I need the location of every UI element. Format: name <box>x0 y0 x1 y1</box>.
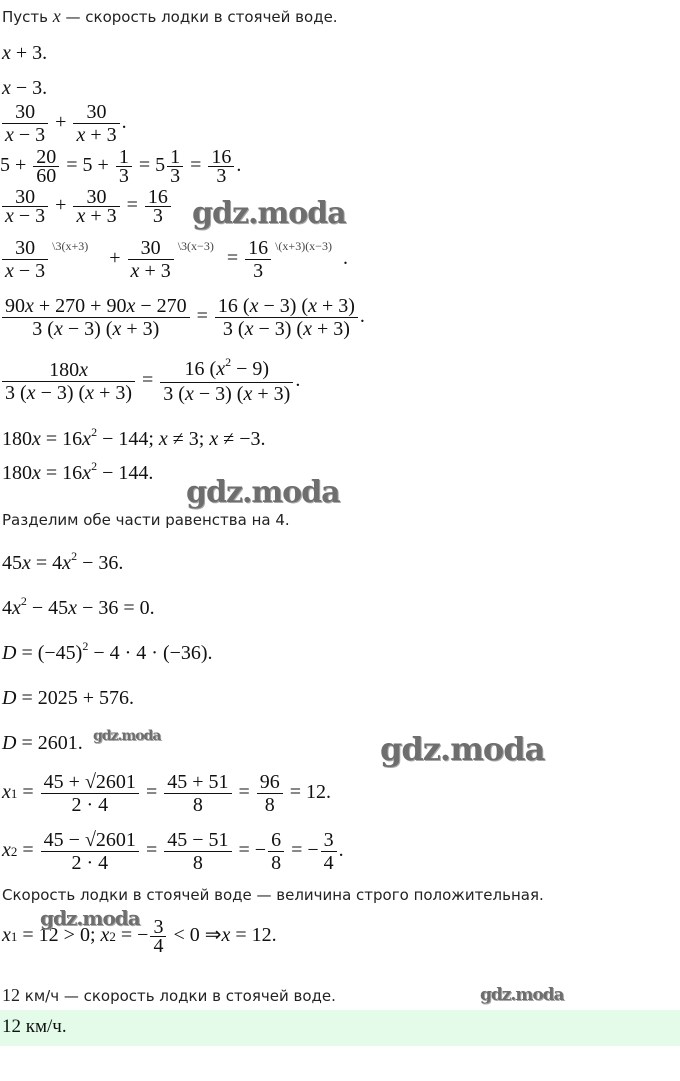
total-time-expression: 5 + $\frac{20}{60}$ = 5 + $\frac{1}{3}$ = 5 $\frac{1}{3}$ = $\frac{16}{3}$ . <box>0 146 242 187</box>
equation-1: $\frac{30}{x - 3}$ + $\frac{30}{x + 3}$ = $\frac{16}{3}$ <box>0 188 173 225</box>
watermark-logo: gdz.moda <box>93 728 161 744</box>
equation-4: $\frac{180x}{3 (x - 3) (x + 3)}$ = $\frac{16 (x^2 - 9)}{3 (x - 3) (x + 3)}$ . <box>0 358 300 405</box>
watermark-logo: gdz.moda <box>192 196 346 231</box>
equation-5: $180x = 16x^2 - 144$; x ≠ 3; x ≠ −3. <box>2 425 266 450</box>
watermark-logo: gdz.moda <box>186 475 340 510</box>
equation-7: $45x = 4x^2 - 36$. <box>2 549 124 574</box>
root-x1: x1 = $\frac{45 + √2601}{2 \cdot 4}$ = $\frac{45 + 51}{8}$ = $\frac{96}{8}$ = 12. <box>2 771 332 816</box>
discriminant-value: D = 2601. <box>2 732 83 754</box>
divide-text: Разделим обе части равенства на 4. <box>2 511 290 529</box>
equation-6: $180x = 16x^2 - 144$. <box>2 459 154 484</box>
discriminant-formula: $D = (-45)^2 - 4 \cdot 4 \cdot (-36)$. <box>2 639 213 664</box>
time-sum-expression: $\frac{30}{x - 3}$ + $\frac{30}{x + 3}$ . <box>0 101 127 146</box>
expr-downstream: x − 3. <box>2 77 48 99</box>
watermark-logo: gdz.moda <box>480 985 564 1005</box>
intro-text: Пусть x — скорость лодки в стоячей воде. <box>2 6 338 26</box>
conclusion-text: Скорость лодки в стоячей воде — величина строго положительная. <box>2 886 544 904</box>
expr-upstream: x + 3. <box>2 42 48 64</box>
answer-text: 12 км/ч. <box>2 1016 67 1037</box>
equation-8: $4x^2 - 45x - 36 = 0$. <box>2 594 155 619</box>
answer-box <box>0 1010 680 1046</box>
root-selection: x1 = 12 > 0; x2 = − $\frac{3}{4}$ < 0 ⇒x = 12. <box>2 916 277 957</box>
final-statement: 12 км/ч — скорость лодки в стоячей воде. <box>2 985 336 1005</box>
watermark-logo: gdz.moda <box>40 906 140 930</box>
equation-2: $\frac{30}{x - 3}$ $^{\backslash 3(x+3)}$ + $\frac{30}{x + 3}$ $^{\backslash 3(x-3)}$ = $\frac{16}{3}$ $^{\backslash(x+3)(x-3)}$ . <box>0 237 348 282</box>
equation-3: $\frac{90x + 270 + 90x - 270}{3 (x - 3) (x + 3)}$ = $\frac{16 (x - 3) (x + 3)}{3 (x - 3) (x + 3)}$ . <box>0 295 365 340</box>
watermark-logo: gdz.moda <box>380 730 545 768</box>
root-x2: x2 = $\frac{45 - √2601}{2 \cdot 4}$ = $\frac{45 - 51}{8}$ = − $\frac{6}{8}$ = − $\frac{3}{4}$ . <box>2 829 344 874</box>
discriminant-sum: D = 2025 + 576. <box>2 687 135 709</box>
